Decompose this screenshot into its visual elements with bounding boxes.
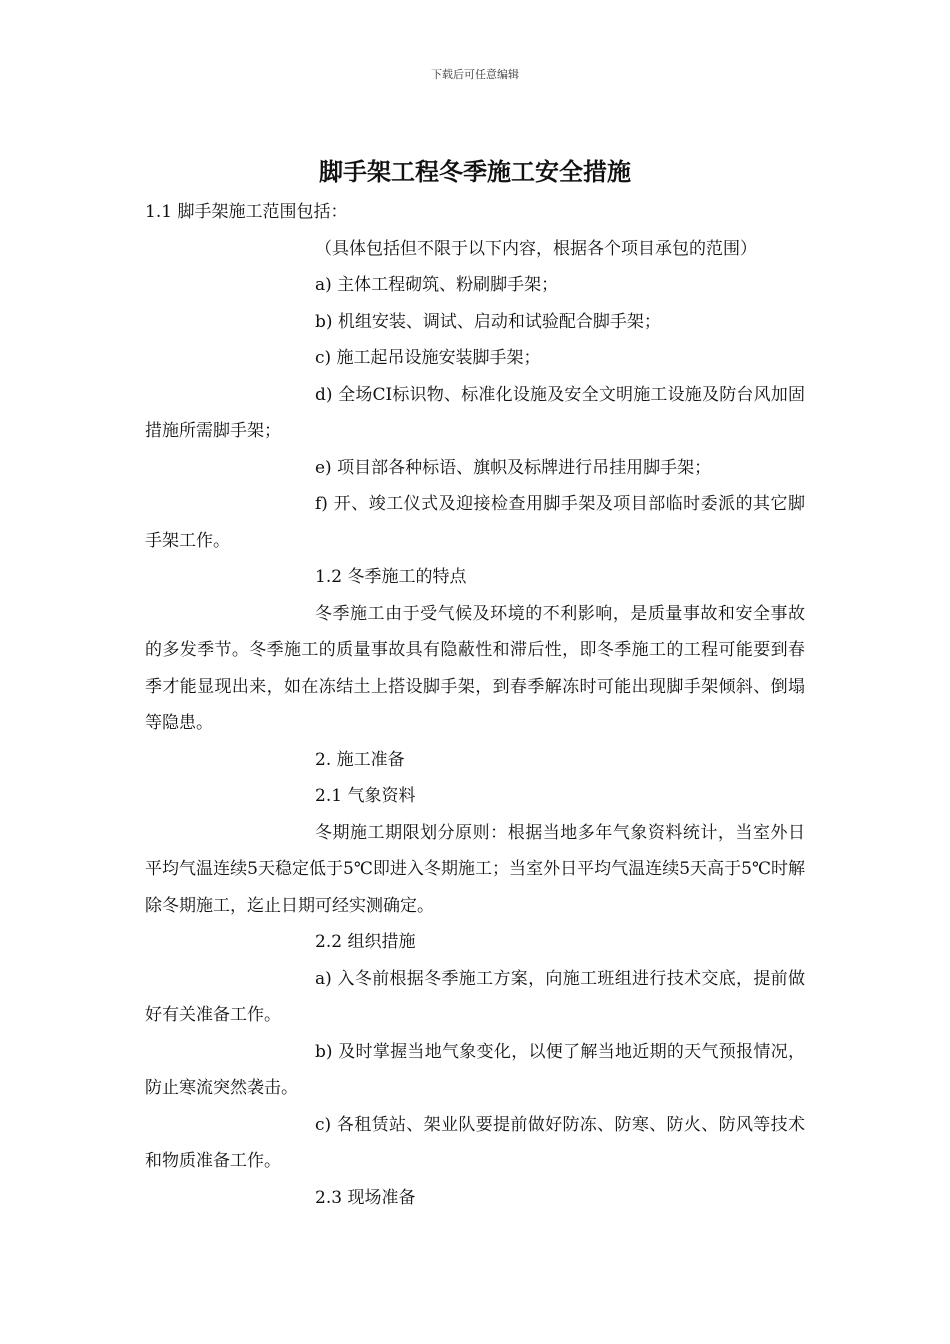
document-title: 脚手架工程冬季施工安全措施 bbox=[319, 158, 631, 186]
section-heading-1-2: 1.2 冬季施工的特点 bbox=[315, 567, 467, 587]
list-item-d: d) 全场CI标识物、标准化设施及安全文明施工设施及防台风加固措施所需脚手架； bbox=[145, 384, 805, 441]
header-note: 下载后可任意编辑 bbox=[431, 68, 519, 81]
paragraph-scope-heading: 1.1 脚手架施工范围包括： bbox=[145, 202, 348, 222]
section-heading-2-3: 2.3 现场准备 bbox=[315, 1187, 416, 1208]
org-item-c: c) 各租赁站、架业队要提前做好防冻、防寒、防火、防风等技术和物质准备工作。 bbox=[145, 1114, 805, 1171]
list-item-f: f) 开、竣工仪式及迎接检查用脚手架及项目部临时委派的其它脚手架工作。 bbox=[145, 494, 805, 551]
org-item-b: b) 及时掌握当地气象变化，以便了解当地近期的天气预报情况，防止寒流突然袭击。 bbox=[145, 1041, 805, 1098]
list-item-b: b) 机组安装、调试、启动和试验配合脚手架； bbox=[315, 311, 661, 332]
section-heading-2: 2. 施工准备 bbox=[315, 749, 405, 770]
document-body bbox=[145, 194, 805, 1216]
section-heading-2-1: 2.1 气象资料 bbox=[315, 786, 416, 806]
list-item-c: c) 施工起吊设施安装脚手架； bbox=[315, 348, 541, 368]
org-item-a: a) 入冬前根据冬季施工方案，向施工班组进行技术交底，提前做好有关准备工作。 bbox=[145, 968, 805, 1025]
section-heading-2-2: 2.2 组织措施 bbox=[315, 932, 416, 952]
paragraph-weather-data: 冬期施工期限划分原则：根据当地多年气象资料统计，当室外日平均气温连续5天稳定低于5℃即进入冬期施工；当室外日平均气温连续5天高于5℃时解除冬期施工，迄止日期可经实测确定。 bbox=[145, 822, 805, 916]
paragraph-winter-features: 冬季施工由于受气候及环境的不利影响，是质量事故和安全事故的多发季节。冬季施工的质量事故具有隐蔽性和滞后性，即冬季施工的工程可能要到春季才能显现出来，如在冻结土上搭设脚手架，到春季解冻时可能出现脚手架倾斜、倒塌等隐患。 bbox=[145, 603, 805, 733]
list-item-a: a) 主体工程砌筑、粉刷脚手架； bbox=[315, 275, 559, 295]
paragraph-scope-note: （具体包括但不限于以下内容，根据各个项目承包的范围） bbox=[315, 238, 757, 259]
list-item-e: e) 项目部各种标语、旗帜及标牌进行吊挂用脚手架； bbox=[315, 457, 712, 478]
